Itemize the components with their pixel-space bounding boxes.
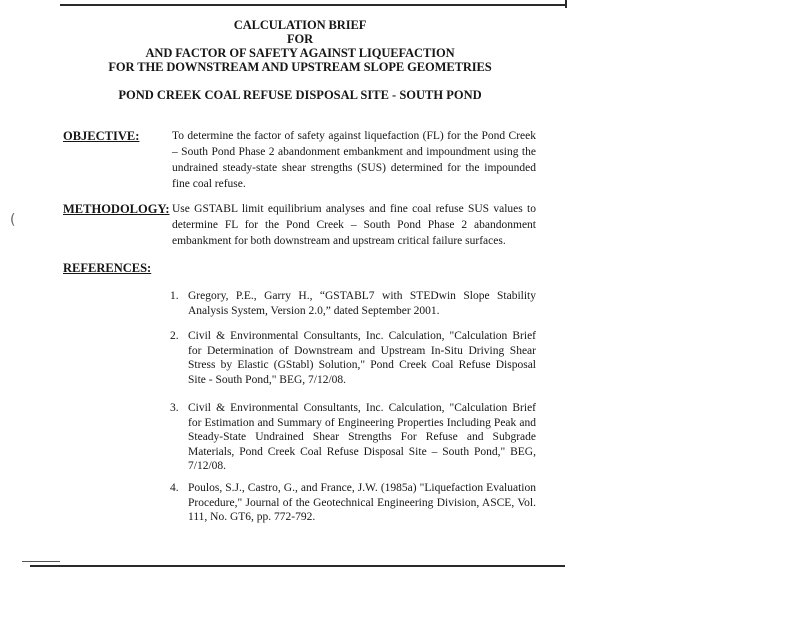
- title-line-1: CALCULATION BRIEF: [233, 18, 367, 32]
- scan-artifact-mark: (: [10, 212, 16, 228]
- reference-item: [170, 289, 536, 318]
- methodology-text: Use GSTABL limit equilibrium analyses and fine coal refuse SUS values to determine FL for the Pond Creek – South Pond Phase 2 abandonment embankment for both downstream and upstream critical failure surfaces.: [172, 203, 536, 247]
- reference-text: Civil & Environmental Consultants, Inc. Calculation, "Calculation Brief for Estimation and Summary of Engineering Properties Including Peak and Steady-State Undrained Shear Strengths For Refuse and Subgrade Materials, Pond Creek Coal Refuse Disposal Site – South Pond," BEG, 7/12/08.: [188, 402, 536, 472]
- methodology-label: METHODOLOGY:: [63, 202, 170, 216]
- references-label: REFERENCES:: [63, 261, 152, 275]
- reference-text: Civil & Environmental Consultants, Inc. Calculation, "Calculation Brief for Determination of Downstream and Upstream In-Situ Driving Shear Stress by Elastic (GStabl) Solution," Pond Creek Coal Refuse Disposal Site - South Pond," BEG, 7/12/08.: [188, 330, 536, 386]
- top-rule-edge: [565, 0, 567, 8]
- objective-label: OBJECTIVE:: [63, 129, 140, 143]
- objective-text: To determine the factor of safety against liquefaction (FL) for the Pond Creek – South Pond Phase 2 abandonment embankment and impoundment using the undrained steady-state shear strengths (SUS) determined for the impounded fine coal refuse.: [172, 130, 536, 190]
- reference-number: 4.: [170, 482, 179, 494]
- reference-item: [170, 481, 536, 525]
- bottom-rule: [30, 565, 565, 567]
- title-line-3: AND FACTOR OF SAFETY AGAINST LIQUEFACTION: [145, 46, 455, 60]
- title-block: [0, 18, 600, 74]
- site-title: POND CREEK COAL REFUSE DISPOSAL SITE - SOUTH POND: [118, 88, 482, 102]
- reference-number: 3.: [170, 402, 179, 414]
- reference-item: [170, 329, 536, 387]
- title-line-4: FOR THE DOWNSTREAM AND UPSTREAM SLOPE GEOMETRIES: [108, 60, 492, 74]
- reference-number: 2.: [170, 330, 179, 342]
- bottom-rule-stub: [22, 561, 60, 562]
- reference-number: 1.: [170, 290, 179, 302]
- reference-item: [170, 401, 536, 474]
- reference-text: Gregory, P.E., Garry H., “GSTABL7 with STEDwin Slope Stability Analysis System, Version 2.0,” dated September 2001.: [188, 290, 536, 317]
- title-line-2: FOR: [286, 32, 314, 46]
- top-rule: [60, 4, 565, 6]
- reference-text: Poulos, S.J., Castro, G., and France, J.W. (1985a) "Liquefaction Evaluation Procedure," Journal of the Geotechnical Engineering Division, ASCE, Vol. 111, No. GT6, pp. 772-792.: [188, 482, 536, 523]
